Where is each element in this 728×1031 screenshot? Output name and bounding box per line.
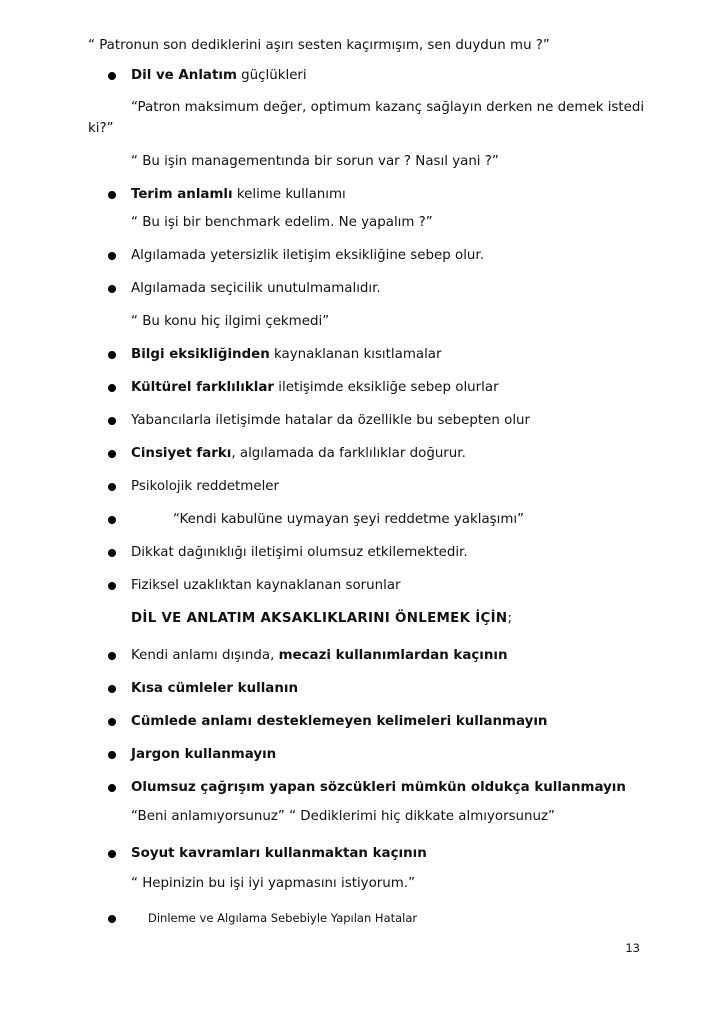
bullet-icon xyxy=(108,582,116,590)
list-item: Algılamada yetersizlik iletişim eksikliğine sebep olur. xyxy=(131,248,484,263)
list-item: Cümlede anlamı desteklemeyen kelimeleri kullanmayın xyxy=(131,714,548,729)
list-item: Psikolojik reddetmeler xyxy=(131,479,280,494)
bullet-icon xyxy=(108,784,116,792)
bullet-icon xyxy=(108,72,116,80)
quote-text: “Beni anlamıyorsunuz” “ Dediklerimi hiç dikkate almıyorsunuz” xyxy=(131,809,555,824)
list-item: Dinleme ve Algılama Sebebiyle Yapılan Hatalar xyxy=(148,911,418,925)
bullet-icon xyxy=(108,483,116,491)
bullet-icon xyxy=(108,191,116,199)
bullet-icon xyxy=(108,351,116,359)
bullet-icon xyxy=(108,450,116,458)
intro-quote: “ Patronun son dediklerini aşırı sesten kaçırmışım, sen duydun mu ?” xyxy=(88,38,550,53)
bullet-icon xyxy=(108,915,116,923)
list-item: Jargon kullanmayın xyxy=(131,747,277,762)
bullet-icon xyxy=(108,252,116,260)
quote-text: “ Bu konu hiç ilgimi çekmedi” xyxy=(131,314,330,329)
list-item: Olumsuz çağrışım yapan sözcükleri mümkün oldukça kullanmayın xyxy=(131,780,626,795)
list-item: Yabancılarla iletişimde hatalar da özellikle bu sebepten olur xyxy=(131,413,531,428)
quote-text: “Kendi kabulüne uymayan şeyi reddetme yaklaşımı” xyxy=(173,512,525,527)
list-item: Dil ve Anlatım güçlükleri xyxy=(131,68,307,83)
list-item: Algılamada seçicilik unutulmamalıdır. xyxy=(131,281,381,296)
quote-text: “ Hepinizin bu işi iyi yapmasını istiyorum.” xyxy=(131,876,416,891)
list-item: Fiziksel uzaklıktan kaynaklanan sorunlar xyxy=(131,578,401,593)
list-item: Cinsiyet farkı, algılamada da farklılıklar doğurur. xyxy=(131,446,466,461)
bullet-icon xyxy=(108,685,116,693)
list-item: Bilgi eksikliğinden kaynaklanan kısıtlamalar xyxy=(131,347,442,362)
quote-line-1: “Patron maksimum değer, optimum kazanç sağlayın derken ne demek istedi xyxy=(131,100,645,115)
quote-text: “ Bu işi bir benchmark edelim. Ne yapalım ?” xyxy=(131,215,433,230)
bullet-icon xyxy=(108,384,116,392)
quote-text: “ Bu işin managementında bir sorun var ? Nasıl yani ?” xyxy=(131,154,499,169)
bullet-icon xyxy=(108,549,116,557)
bullet-icon xyxy=(108,751,116,759)
bullet-icon xyxy=(108,652,116,660)
bullet-icon xyxy=(108,718,116,726)
section-heading: DİL VE ANLATIM AKSAKLIKLARINI ÖNLEMEK İÇİN; xyxy=(131,611,513,626)
bullet-icon xyxy=(108,516,116,524)
list-item: Kısa cümleler kullanın xyxy=(131,681,298,696)
bullet-icon xyxy=(108,285,116,293)
list-item: Kendi anlamı dışında, mecazi kullanımlardan kaçının xyxy=(131,648,508,663)
quote-line-2: ki?” xyxy=(88,121,114,136)
list-item: Soyut kavramları kullanmaktan kaçının xyxy=(131,846,427,861)
bullet-icon xyxy=(108,850,116,858)
page-number: 13 xyxy=(625,941,640,955)
list-item: Kültürel farklılıklar iletişimde eksikliğe sebep olurlar xyxy=(131,380,499,395)
bullet-icon xyxy=(108,417,116,425)
list-item: Terim anlamlı kelime kullanımı xyxy=(131,187,346,202)
list-item: Dikkat dağınıklığı iletişimi olumsuz etkilemektedir. xyxy=(131,545,468,560)
